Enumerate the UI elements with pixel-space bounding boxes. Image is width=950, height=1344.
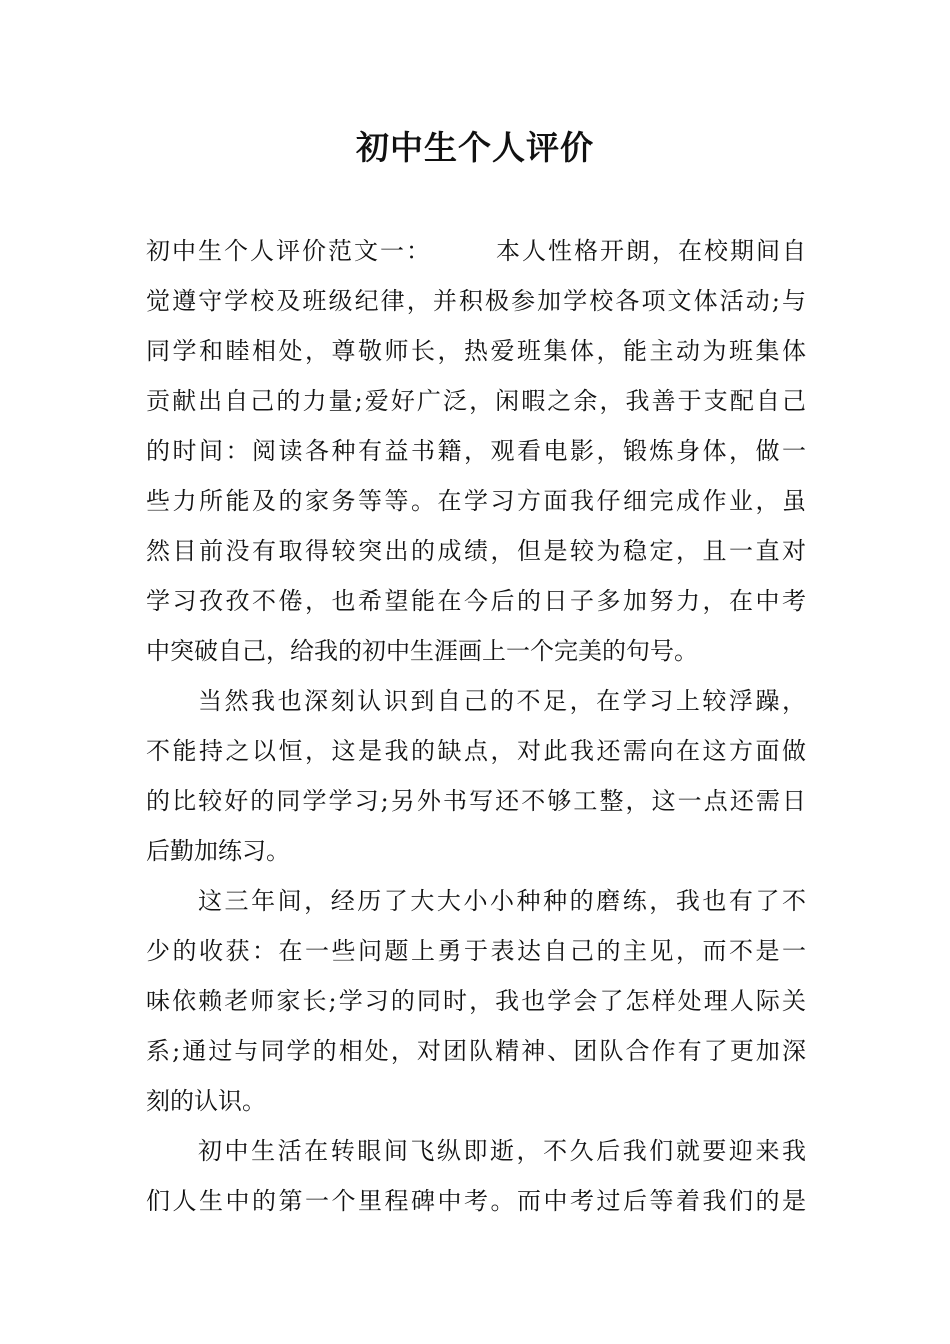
text-line: 的时间：阅读各种有益书籍，观看电影，锻炼身体，做一 — [146, 437, 806, 465]
document-title: 初中生个人评价 — [356, 128, 594, 167]
text-line: 初中生活在转眼间飞纵即逝，不久后我们就要迎来我 — [198, 1137, 806, 1165]
text-line: 刻的认识。 — [146, 1087, 266, 1115]
text-line: 味依赖老师家长;学习的同时，我也学会了怎样处理人际关 — [146, 987, 806, 1015]
text-line: 当然我也深刻认识到自己的不足，在学习上较浮躁， — [198, 687, 806, 715]
paragraph-2 — [146, 676, 806, 876]
text-line: 学习孜孜不倦，也希望能在今后的日子多加努力，在中考 — [146, 587, 806, 615]
text-line: 然目前没有取得较突出的成绩，但是较为稳定，且一直对 — [146, 537, 806, 565]
text-line: 后勤加练习。 — [146, 837, 290, 865]
text-line: 系;通过与同学的相处，对团队精神、团队合作有了更加深 — [146, 1037, 806, 1065]
section-heading-label: 初中生个人评价范文一： — [146, 237, 432, 265]
text-line: 们人生中的第一个里程碑中考。而中考过后等着我们的是 — [146, 1187, 806, 1215]
text-line: 不能持之以恒，这是我的缺点，对此我还需向在这方面做 — [146, 737, 806, 765]
paragraph-4 — [146, 1126, 806, 1226]
text-line: 觉遵守学校及班级纪律，并积极参加学校各项文体活动;与 — [146, 287, 806, 315]
paragraph-1 — [146, 226, 806, 676]
text-line — [146, 226, 806, 276]
text-line: 中突破自己，给我的初中生涯画上一个完美的句号。 — [146, 637, 698, 665]
document-body — [146, 226, 806, 1226]
text-line: 贡献出自己的力量;爱好广泛，闲暇之余，我善于支配自己 — [146, 387, 806, 415]
text-fragment: 本人性格开朗，在校期间自 — [494, 237, 806, 265]
text-line: 的比较好的同学学习;另外书写还不够工整，这一点还需日 — [146, 787, 806, 815]
text-line: 少的收获：在一些问题上勇于表达自己的主见，而不是一 — [146, 937, 806, 965]
text-line: 些力所能及的家务等等。在学习方面我仔细完成作业，虽 — [146, 487, 806, 515]
text-line: 同学和睦相处，尊敬师长，热爱班集体，能主动为班集体 — [146, 337, 806, 365]
text-line: 这三年间，经历了大大小小种种的磨练，我也有了不 — [198, 887, 806, 915]
paragraph-3 — [146, 876, 806, 1126]
